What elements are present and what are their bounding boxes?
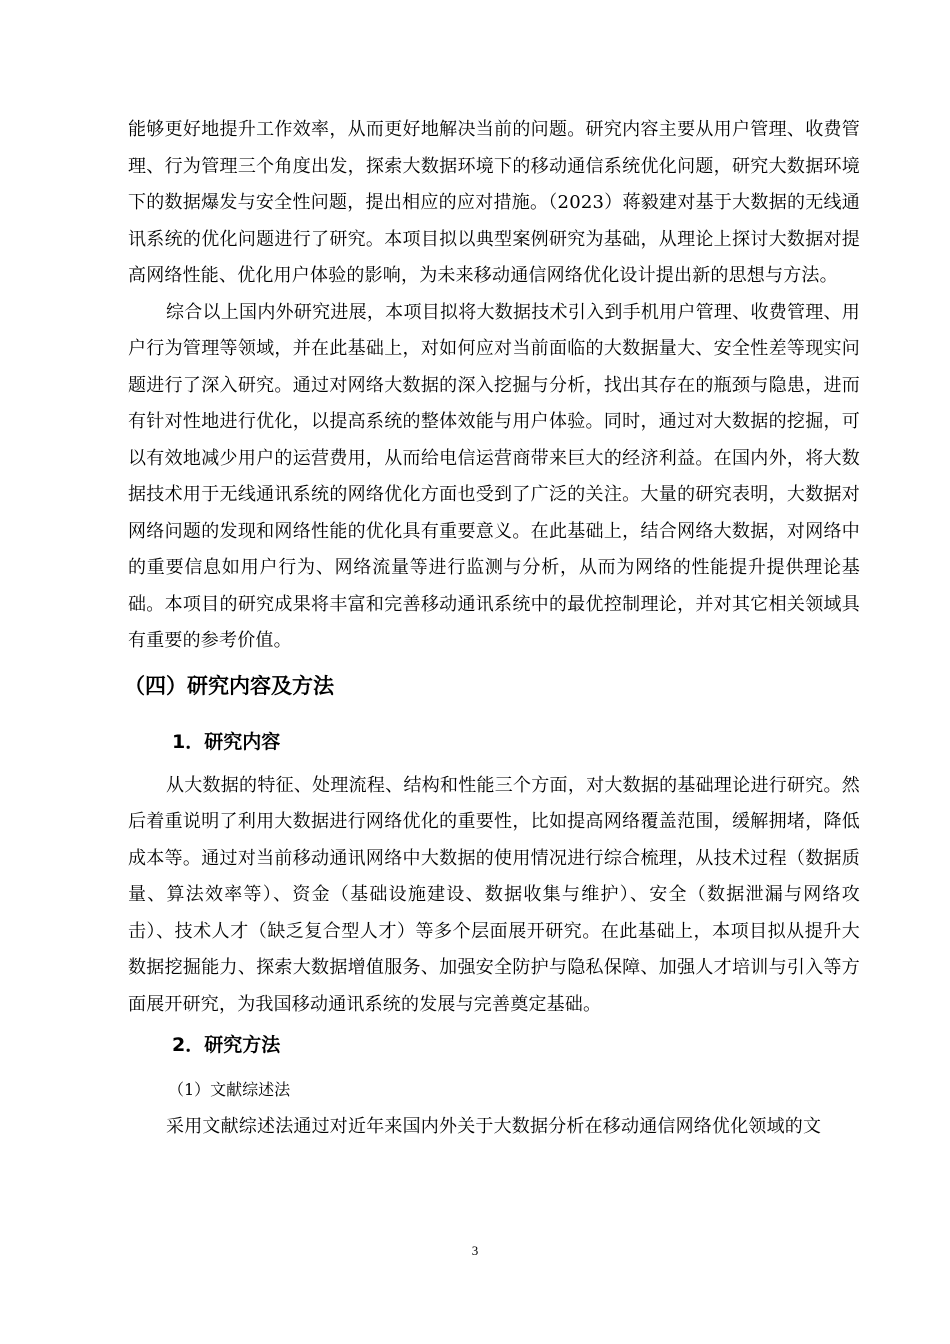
paragraph-research-content: 从大数据的特征、处理流程、结构和性能三个方面，对大数据的基础理论进行研究。然后着重说明了利用大数据进行网络优化的重要性，比如提高网络覆盖范围，缓解拥堵，降低成本等。通过对当前移动通讯网络中大数据的使用情况进行综合梳理，从技术过程（数据质量、算法效率等）、资金（基础设施建设、数据收集与维护）、安全（数据泄漏与网络攻击）、技术人才（缺乏复合型人才）等多个层面展开研究。在此基础上，本项目拟从提升大数据挖掘能力、探索大数据增值服务、加强安全防护与隐私保障、加强人才培训与引入等方面展开研究，为我国移动通讯系统的发展与完善奠定基础。: [128, 774, 860, 1015]
subheading-research-methods: 2．研究方法: [172, 1034, 281, 1056]
section-heading-research-content-methods: （四）研究内容及方法: [124, 673, 334, 698]
subheading-research-content: 1．研究内容: [172, 730, 281, 753]
method-literature-review-heading: （1）文献综述法: [168, 1080, 291, 1099]
paragraph-literature-review: 采用文献综述法通过对近年来国内外关于大数据分析在移动通信网络优化领域的文: [166, 1116, 822, 1137]
page-number: 3: [471, 1243, 479, 1258]
paragraph-continuation: 能够更好地提升工作效率，从而更好地解决当前的问题。研究内容主要从用户管理、收费管理、行为管理三个角度出发，探索大数据环境下的移动通信系统优化问题，研究大数据环境下的数据爆发与安全性问题，提出相应的应对措施。（2023）蒋毅建对基于大数据的无线通讯系统的优化问题进行了研究。本项目拟以典型案例研究为基础，从理论上探讨大数据对提高网络性能、优化用户体验的影响，为未来移动通信网络优化设计提出新的思想与方法。: [128, 119, 860, 286]
paragraph-summary: 综合以上国内外研究进展，本项目拟将大数据技术引入到手机用户管理、收费管理、用户行为管理等领域，并在此基础上，对如何应对当前面临的大数据量大、安全性差等现实问题进行了深入研究。通过对网络大数据的深入挖掘与分析，找出其存在的瓶颈与隐患，进而有针对性地进行优化，以提高系统的整体效能与用户体验。同时，通过对大数据的挖掘，可以有效地减少用户的运营费用，从而给电信运营商带来巨大的经济利益。在国内外，将大数据技术用于无线通讯系统的网络优化方面也受到了广泛的关注。大量的研究表明，大数据对网络问题的发现和网络性能的优化具有重要意义。在此基础上，结合网络大数据，对网络中的重要信息如用户行为、网络流量等进行监测与分析，从而为网络的性能提升提供理论基础。本项目的研究成果将丰富和完善移动通讯系统中的最优控制理论，并对其它相关领域具有重要的参考价值。: [128, 301, 860, 651]
document-body: [124, 112, 860, 1146]
